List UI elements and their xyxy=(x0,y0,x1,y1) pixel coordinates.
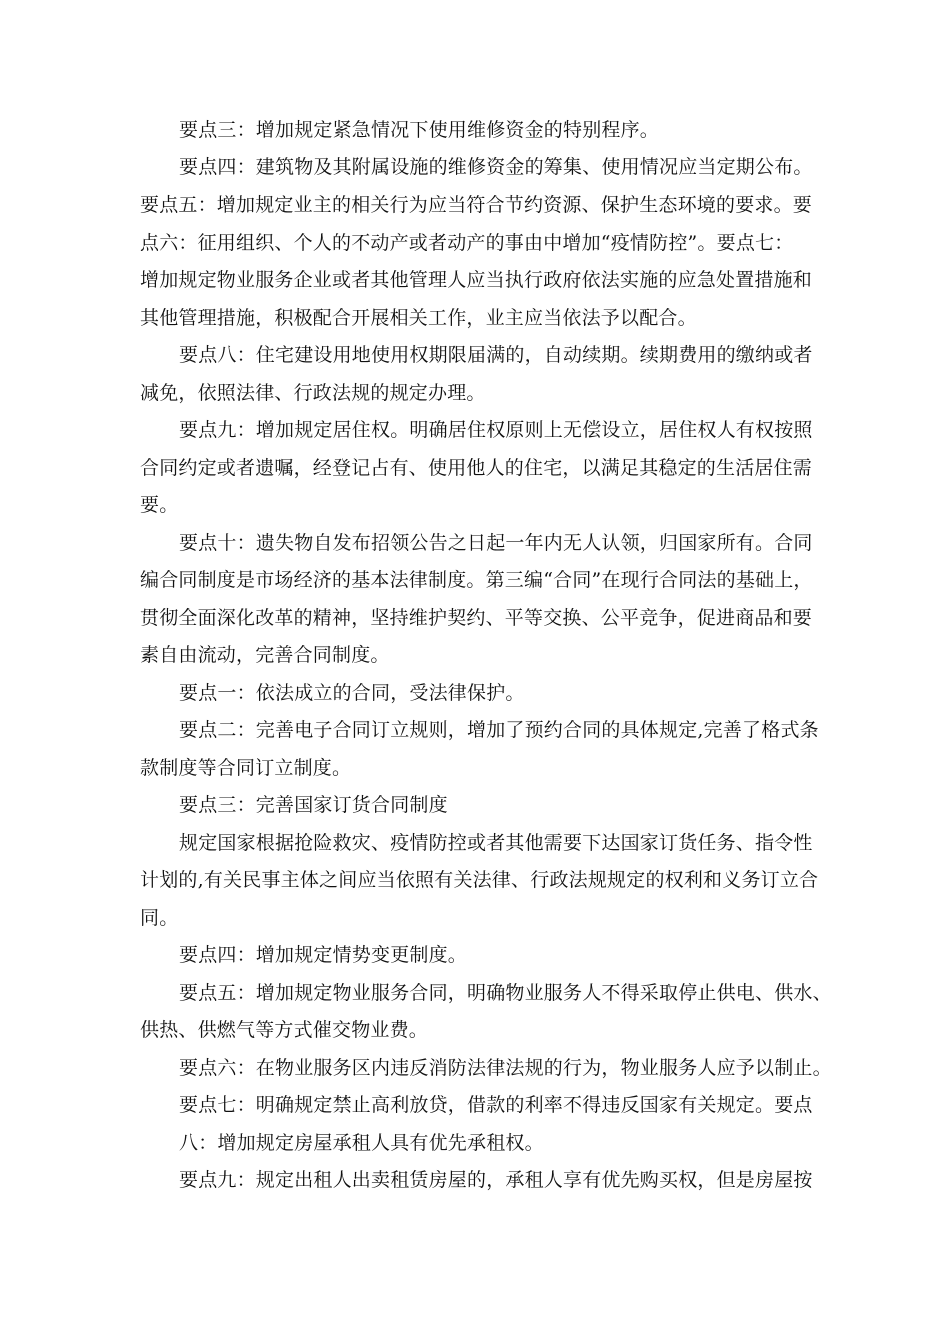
text-line: 要点八：住宅建设用地使用权期限届满的，自动续期。续期费用的缴纳或者 xyxy=(179,344,813,366)
text-line: 八：增加规定房屋承租人具有优先承租权。 xyxy=(179,1132,544,1154)
text-line: 减免，依照法律、行政法规的规定办理。 xyxy=(140,382,486,404)
text-line: 计划的,有关民事主体之间应当依照有关法律、行政法规规定的权利和义务订立合 xyxy=(140,869,819,891)
text-line: 要点九：规定出租人出卖租赁房屋的，承租人享有优先购买权，但是房屋按 xyxy=(179,1169,813,1191)
text-line: 要点五：增加规定物业服务合同，明确物业服务人不得采取停止供电、供水、 xyxy=(179,982,832,1004)
text-line: 要点二：完善电子合同订立规则，增加了预约合同的具体规定,完善了格式条 xyxy=(179,719,819,741)
text-line: 要点三：增加规定紧急情况下使用维修资金的特别程序。 xyxy=(179,119,660,141)
text-line: 要点六：在物业服务区内违反消防法律法规的行为，物业服务人应予以制止。 xyxy=(179,1057,832,1079)
text-line: 要点三：完善国家订货合同制度 xyxy=(179,794,448,816)
text-line: 要点一：依法成立的合同，受法律保护。 xyxy=(179,682,525,704)
text-line: 贯彻全面深化改革的精神，坚持维护契约、平等交换、公平竞争，促进商品和要 xyxy=(140,607,813,629)
text-line: 要点五：增加规定业主的相关行为应当符合节约资源、保护生态环境的要求。要 xyxy=(140,194,813,216)
text-line: 供热、供燃气等方式催交物业费。 xyxy=(140,1019,429,1041)
text-line: 点六：征用组织、个人的不动产或者动产的事由中增加“疫情防控”。要点七： xyxy=(140,232,794,254)
text-line: 要点四：建筑物及其附属设施的维修资金的筹集、使用情况应当定期公布。 xyxy=(179,156,813,178)
text-line: 要点九：增加规定居住权。明确居住权原则上无偿设立，居住权人有权按照 xyxy=(179,419,813,441)
text-line: 要点七：明确规定禁止高利放贷，借款的利率不得违反国家有关规定。要点 xyxy=(179,1094,813,1116)
text-line: 同。 xyxy=(140,907,179,929)
text-line: 要点四：增加规定情势变更制度。 xyxy=(179,944,468,966)
text-line: 要点十：遗失物自发布招领公告之日起一年内无人认领，归国家所有。合同 xyxy=(179,532,813,554)
text-line: 增加规定物业服务企业或者其他管理人应当执行政府依法实施的应急处置措施和 xyxy=(140,269,813,291)
text-line: 其他管理措施，积极配合开展相关工作，业主应当依法予以配合。 xyxy=(140,307,697,329)
text-line: 款制度等合同订立制度。 xyxy=(140,757,352,779)
text-line: 素自由流动，完善合同制度。 xyxy=(140,644,390,666)
text-line: 要。 xyxy=(140,494,179,516)
text-line: 规定国家根据抢险救灾、疫情防控或者其他需要下达国家订货任务、指令性 xyxy=(179,832,813,854)
text-line: 编合同制度是市场经济的基本法律制度。第三编“合同”在现行合同法的基础上， xyxy=(140,569,813,591)
text-line: 合同约定或者遗嘱，经登记占有、使用他人的住宅，以满足其稳定的生活居住需 xyxy=(140,457,813,479)
